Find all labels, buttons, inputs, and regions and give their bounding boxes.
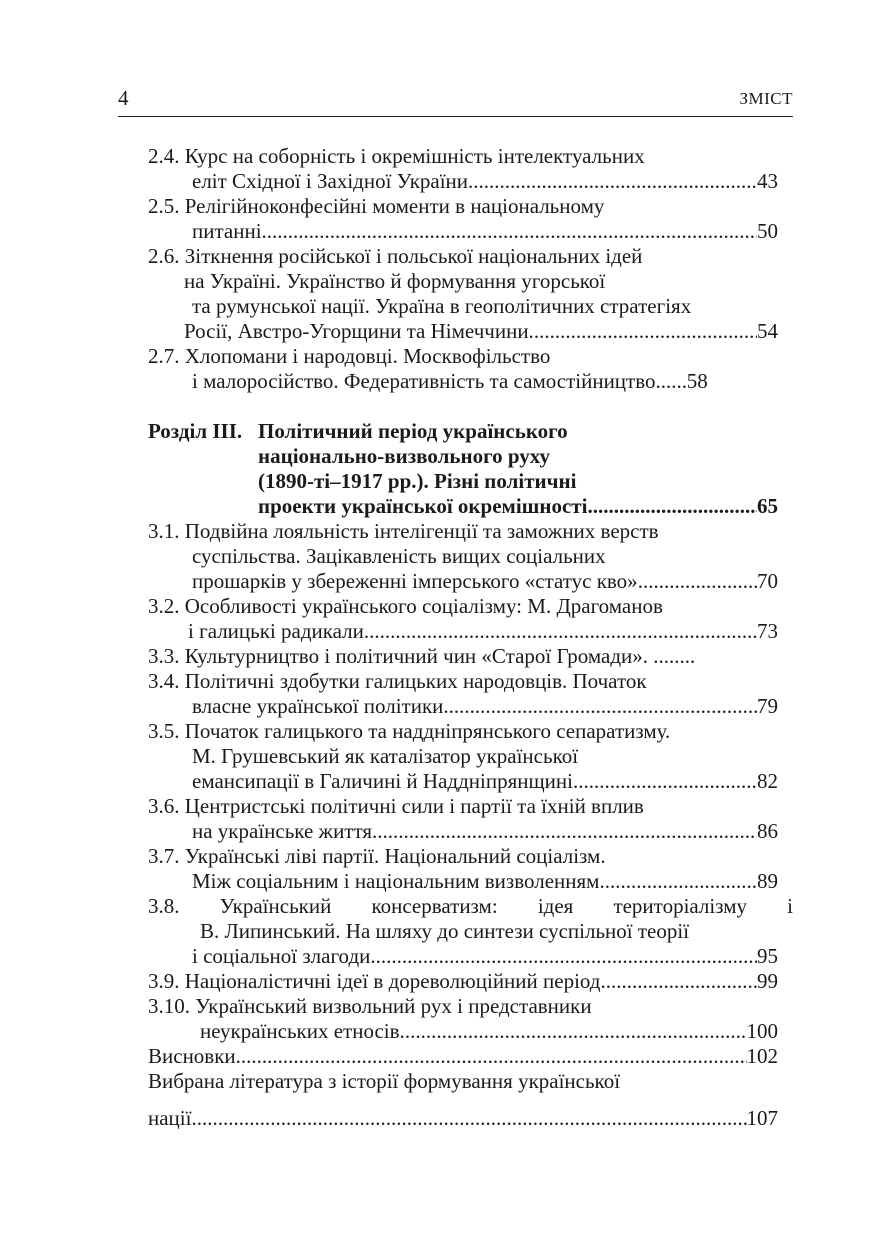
toc-entry-3-5-line1: 3.5. Початок галицького та наддніпрянського сепаратизму. (148, 719, 671, 743)
chapter-3-heading[interactable]: Розділ ІІІ. Політичний період українського (148, 419, 568, 443)
toc-entry-3-1-line1: 3.1. Подвійна лояльність інтелігенції та заможних верств (148, 519, 659, 543)
page-ref: 99 (757, 969, 778, 993)
toc-entry-3-5[interactable]: емансипації в Галичині й Наддніпрянщині ..... 82 (148, 769, 778, 794)
toc-entry-2-6-line1: 2.6. Зіткнення російської і польської національних ідей (148, 244, 643, 268)
chapter-3-line3: (1890-ті–1917 рр.). Різні політичні (258, 469, 577, 493)
page-ref: 73 (757, 619, 778, 643)
toc-entry-3-2-line1: 3.2. Особливості українського соціалізму: М. Драгоманов (148, 594, 663, 618)
toc-entry-conclusions[interactable]: Висновки ..... 102 (148, 1044, 778, 1069)
page-number: 4 (118, 86, 129, 110)
toc-entry-3-5-line2: М. Грушевський як каталізатор української (192, 744, 579, 768)
page-ref: 82 (757, 769, 778, 793)
page-ref: 79 (757, 694, 778, 718)
toc-entry-3-9[interactable]: 3.9. Націоналістичні ідеї в дореволюційний період. ..... 99 (148, 969, 778, 994)
toc-entry-3-4[interactable]: власне української політики. ..... 79 (148, 694, 778, 719)
toc-entry-2-6[interactable]: Росії, Австро-Угорщини та Німеччини. ..... 54 (148, 319, 778, 344)
toc-entry-3-6-line1: 3.6. Центристські політичні сили і партії та їхній вплив (148, 794, 644, 818)
page-ref: 89 (757, 869, 778, 893)
page-ref: 65 (757, 494, 778, 518)
page-ref: 107 (746, 1106, 778, 1130)
chapter-3-line4: проекти української окремішності. ..... 65 (148, 494, 778, 519)
section-title: ЗМІСТ (739, 89, 793, 108)
toc-entry-3-7-line1: 3.7. Українські ліві партії. Національний соціалізм. (148, 844, 606, 868)
page-ref: 43 (757, 169, 778, 193)
toc-entry-2-6-line3: та румунської нації. Україна в геополітичних стратегіях (192, 294, 692, 318)
page-ref: 100 (746, 1019, 778, 1043)
chapter-3-line2: національно-визвольного руху (258, 444, 550, 468)
toc-entry-3-8[interactable]: і соціальної злагоди. ..... 95 (148, 944, 778, 969)
toc-entry-2-6-line2: на Україні. Українство й формування угорської (184, 269, 606, 293)
toc-entry-literature-line1: Вибрана література з історії формування української (148, 1069, 621, 1093)
toc-entry-3-8-line1: 3.8. Український консерватизм: ідея територіалізму і (148, 894, 793, 918)
chapter-3-prefix: Розділ ІІІ. (148, 419, 243, 443)
toc-entry-3-10[interactable]: неукраїнських етносів. ..... 100 (148, 1019, 778, 1044)
page-ref: 54 (757, 319, 778, 343)
page-header (118, 86, 793, 117)
page-ref: 50 (757, 219, 778, 243)
toc-entry-3-1[interactable]: прошарків у збереженні імперського «статус кво» ..... 70 (148, 569, 778, 594)
toc-entry-2-7-line1: 2.7. Хлопомани і народовці. Москвофільство (148, 344, 551, 368)
table-of-contents (148, 144, 793, 1131)
toc-entry-2-4-line1: 2.4. Курс на соборність і окремішність інтелектуальних (148, 144, 645, 168)
page-ref: 70 (757, 569, 778, 593)
page-ref: 86 (757, 819, 778, 843)
toc-entry-3-2[interactable]: і галицькі радикали. ..... 73 (148, 619, 778, 644)
toc-entry-2-5[interactable]: питанні. ..... 50 (148, 219, 778, 244)
page-ref: 95 (757, 944, 778, 968)
toc-entry-2-7[interactable]: і малоросійство. Федеративність та самостійництво. ..... 58 (148, 369, 778, 394)
page-ref: 58 (686, 369, 708, 393)
toc-entry-literature[interactable]: нації. ..... 107 (148, 1106, 778, 1131)
toc-entry-3-4-line1: 3.4. Політичні здобутки галицьких народовців. Початок (148, 669, 647, 693)
toc-entry-2-4[interactable]: еліт Східної і Західної України. ..... 43 (148, 169, 778, 194)
toc-entry-3-7[interactable]: Між соціальним і національним визволенням. ..... 89 (148, 869, 778, 894)
toc-entry-3-10-line1: 3.10. Український визвольний рух і представники (148, 994, 592, 1018)
toc-entry-3-8-line2: В. Липинський. На шляху до синтези суспільної теорії (200, 919, 690, 943)
toc-entry-3-6[interactable]: на українське життя. ..... 86 (148, 819, 778, 844)
toc-entry-3-1-line2: суспільства. Зацікавленість вищих соціальних (192, 544, 606, 568)
page-ref: 102 (746, 1044, 778, 1068)
toc-entry-2-5-line1: 2.5. Релігійноконфесійні моменти в національному (148, 194, 605, 218)
toc-entry-3-3[interactable]: 3.3. Культурництво і політичний чин «Старої Громади». ........ (148, 644, 696, 668)
